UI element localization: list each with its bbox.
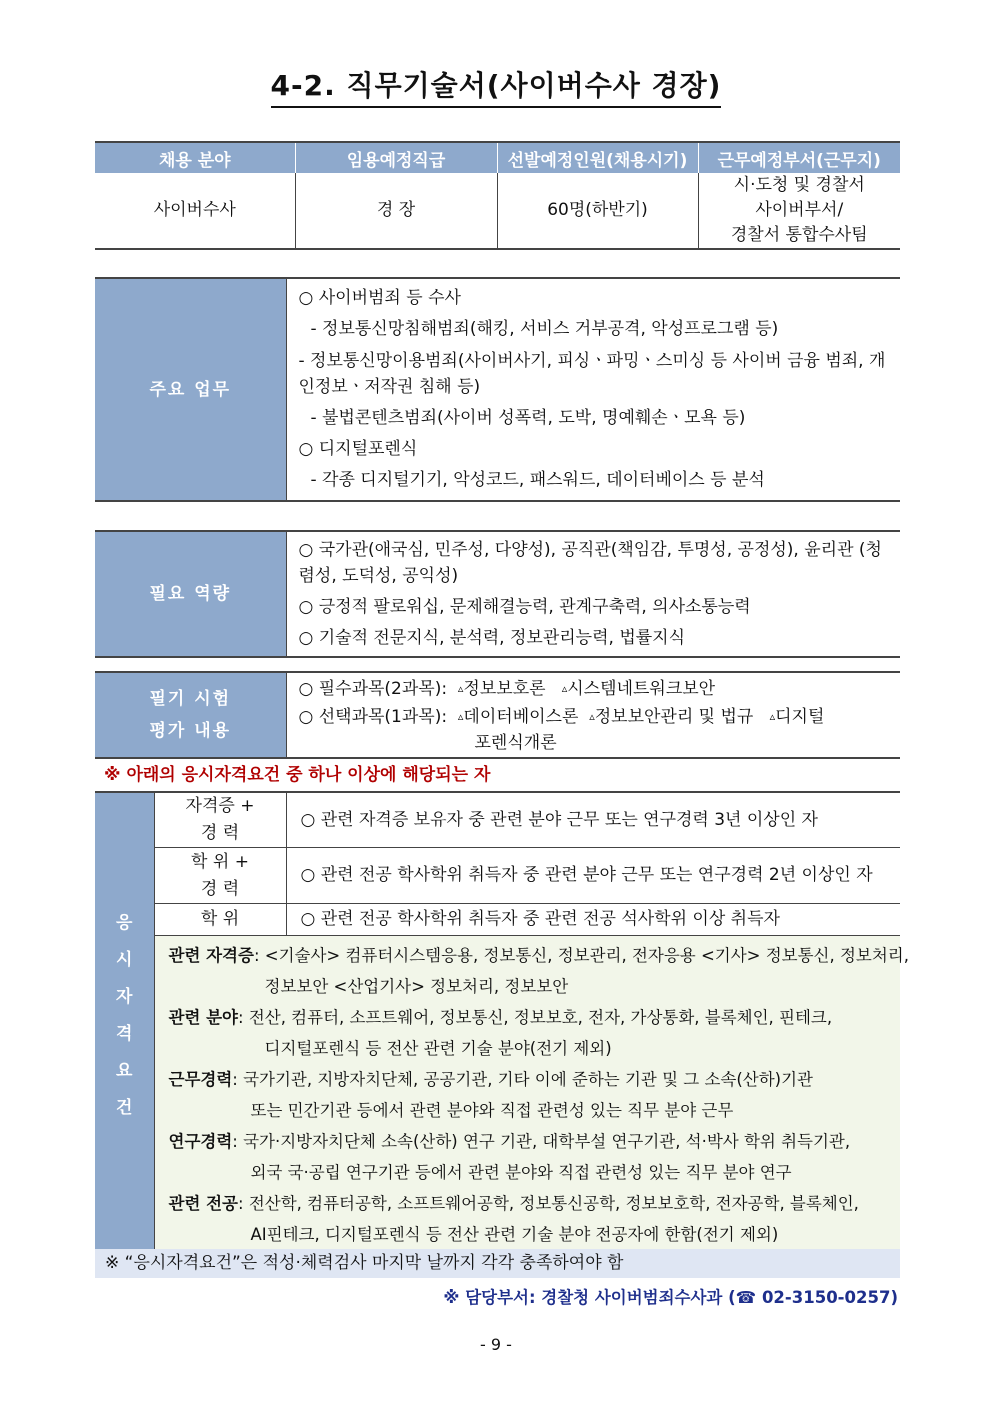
research-head: 연구경력 <box>168 1132 233 1151</box>
exam-body <box>286 672 900 758</box>
exam-label-line: 평가 내용 <box>149 721 232 741</box>
cert-line-cont: 정보보안 <산업기사> 정보처리, 정보보안 <box>264 977 569 996</box>
required-prefix: ○ 필수과목(2과목): <box>298 679 448 699</box>
qual-sublabel-line: 자격증 + <box>185 796 255 816</box>
qual-row <box>95 904 900 936</box>
qual-sublabel <box>154 904 286 936</box>
competency-section <box>95 530 900 658</box>
required-item: 정보보호론 <box>463 679 546 699</box>
cell-dept <box>698 173 900 249</box>
competency-line: ○ 기술적 전문지식, 분석력, 정보관리능력, 법률지식 <box>298 628 686 648</box>
qual-sublabel-line: 학 위 + <box>191 851 249 872</box>
exam-required-line <box>299 675 895 703</box>
duty-line: - 정보통신망이용범죄(사이버사기, 피싱ㆍ파밍ㆍ스미싱 등 사이버 금융 범죄, 개인정보ㆍ저작권 침해 등) <box>298 351 886 397</box>
qual-sublabel-line: 경 력 <box>200 823 240 843</box>
contact-info: ※ 담당부서: 경찰청 사이버범죄수사과 (☎ 02-3150-0257) <box>443 1288 898 1307</box>
qual-details <box>154 936 909 1256</box>
qual-sublabel <box>154 848 286 904</box>
qualification-note: ※ 아래의 응시자격요건 중 하나 이상에 해당되는 자 <box>104 765 491 785</box>
elective-prefix: ○ 선택과목(1과목): <box>298 707 448 727</box>
cell-count: 60명(하반기) <box>497 173 698 249</box>
qual-text: ○ 관련 자격증 보유자 중 관련 분야 근무 또는 연구경력 3년 이상인 자 <box>286 792 900 848</box>
qual-row <box>95 848 900 904</box>
page-title: 4-2. 직무기술서(사이버수사 경장) <box>271 68 722 108</box>
qualification-table <box>95 791 909 1256</box>
qual-vertical-label <box>95 792 154 1255</box>
required-item: 시스템네트워크보안 <box>567 679 716 699</box>
vlabel-char: 응 <box>116 913 133 933</box>
footnote: ※ “응시자격요건”은 적성·체력검사 마지막 날까지 각각 충족하여야 함 <box>95 1249 900 1278</box>
page-number: - 9 - <box>480 1335 512 1354</box>
qual-sublabel-line: 학 위 <box>200 909 240 929</box>
triangle-icon: ▵ <box>457 710 464 723</box>
research-line-cont: 외국 국·공립 연구기관 등에서 관련 분야와 직접 관련성 있는 직무 분야 연구 <box>250 1163 792 1182</box>
vlabel-char: 시 <box>116 950 133 970</box>
duties-body <box>286 278 900 501</box>
duty-line: ○ 디지털포렌식 <box>298 439 418 459</box>
triangle-icon: ▵ <box>589 710 595 723</box>
exam-elective-line <box>299 703 895 731</box>
recruitment-row <box>95 173 900 249</box>
work-line <box>169 1064 897 1095</box>
field-line-cont: 디지털포렌식 등 전산 관련 기술 분야(전기 제외) <box>264 1039 612 1058</box>
header-rank: 임용예정직급 <box>295 142 497 173</box>
duty-line: - 정보통신망침해범죄(해킹, 서비스 거부공격, 악성프로그램 등) <box>310 319 779 339</box>
cert-text: : <기술사> 컴퓨터시스템응용, 정보통신, 정보관리, 전자응용 <기사> 정보통신, 정보처리, <box>253 946 909 965</box>
major-line <box>169 1188 897 1219</box>
major-text: : 전산학, 컴퓨터공학, 소프트웨어공학, 정보통신공학, 정보보호학, 전자공학, 블록체인, <box>238 1194 859 1213</box>
elective-item: 디지털 <box>775 707 825 727</box>
recruitment-table <box>95 141 900 250</box>
exam-elective-cont: 포렌식개론 <box>474 733 557 753</box>
elective-item: 정보보안관리 및 법규 <box>594 707 754 727</box>
cell-rank: 경 장 <box>295 173 497 249</box>
exam-label-line: 필기 시험 <box>149 689 232 709</box>
duty-line: ○ 사이버범죄 등 수사 <box>298 288 461 308</box>
exam-section <box>95 671 900 759</box>
qual-sublabel <box>154 792 286 848</box>
work-head: 근무경력 <box>168 1070 233 1089</box>
qual-row <box>95 792 900 848</box>
triangle-icon: ▵ <box>457 682 464 695</box>
dept-line: 경찰서 통합수사팀 <box>730 225 868 245</box>
vlabel-char: 자 <box>116 987 133 1007</box>
duty-line: - 불법콘텐츠범죄(사이버 성폭력, 도박, 명예훼손ㆍ모욕 등) <box>310 408 746 428</box>
qual-text: ○ 관련 전공 학사학위 취득자 중 관련 전공 석사학위 이상 취득자 <box>286 904 900 936</box>
cert-head: 관련 자격증 <box>168 946 254 965</box>
duty-line: - 각종 디지털기기, 악성코드, 패스워드, 데이터베이스 등 분석 <box>310 470 765 490</box>
header-dept: 근무예정부서(근무지) <box>698 142 900 173</box>
cert-line <box>168 940 909 971</box>
exam-label <box>95 672 286 758</box>
cell-field: 사이버수사 <box>95 173 295 249</box>
vlabel-char: 요 <box>116 1061 133 1081</box>
work-text: : 국가기관, 지방자치단체, 공공기관, 기타 이에 준하는 기관 및 그 소속(산하)기관 <box>232 1070 813 1089</box>
vlabel-char: 건 <box>116 1098 133 1118</box>
duties-label: 주요 업무 <box>95 278 286 501</box>
competency-label: 필요 역량 <box>95 531 286 657</box>
competency-line: ○ 긍정적 팔로워십, 문제해결능력, 관계구축력, 의사소통능력 <box>298 597 751 617</box>
qual-sublabel-line: 경 력 <box>200 878 240 899</box>
title-wrap <box>0 68 992 108</box>
field-text: : 전산, 컴퓨터, 소프트웨어, 정보통신, 정보보호, 전자, 가상통화, 블록체인, 핀테크, <box>238 1008 833 1027</box>
research-line <box>169 1126 897 1157</box>
dept-line: 사이버부서/ <box>755 200 844 220</box>
header-field: 채용 분야 <box>95 142 295 173</box>
qual-details-row <box>95 936 900 1256</box>
competency-body <box>286 531 900 657</box>
competency-line: ○ 국가관(애국심, 민주성, 다양성), 공직관(책임감, 투명성, 공정성), 윤리관 (청렴성, 도덕성, 공익성) <box>298 540 882 586</box>
qual-text: ○ 관련 전공 학사학위 취득자 중 관련 분야 근무 또는 연구경력 2년 이상인 자 <box>286 848 900 904</box>
elective-item: 데이터베이스론 <box>463 707 579 727</box>
vlabel-char: 격 <box>116 1024 133 1044</box>
field-line <box>169 1002 897 1033</box>
triangle-icon: ▵ <box>769 710 776 723</box>
recruitment-header-row <box>95 142 900 173</box>
major-head: 관련 전공 <box>168 1194 239 1213</box>
header-count: 선발예정인원(채용시기) <box>497 142 698 173</box>
field-head: 관련 분야 <box>168 1008 239 1027</box>
dept-line: 시·도청 및 경찰서 <box>733 175 865 195</box>
research-text: : 국가·지방자치단체 소속(산하) 연구 기관, 대학부설 연구기관, 석·박사 학위 취득기관, <box>232 1132 851 1151</box>
duties-section <box>95 277 900 502</box>
triangle-icon: ▵ <box>561 682 568 695</box>
major-line-cont: AI핀테크, 디지털포렌식 등 전산 관련 기술 분야 전공자에 한함(전기 제외) <box>250 1225 779 1244</box>
work-line-cont: 또는 민간기관 등에서 관련 분야와 직접 관련성 있는 직무 분야 근무 <box>250 1101 734 1120</box>
